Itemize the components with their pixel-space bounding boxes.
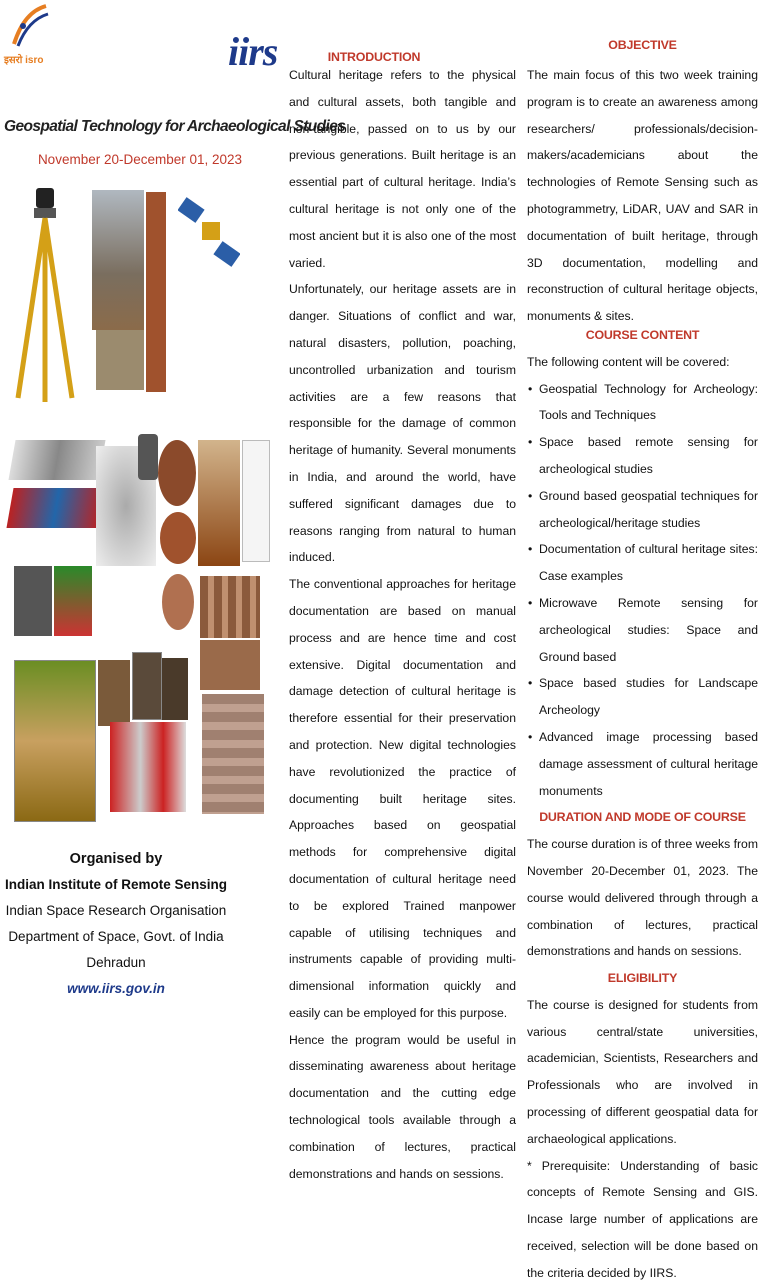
list-item: • Advanced image processing based damage assessment of cultural heritage monuments	[539, 724, 758, 804]
minaret-photo	[160, 512, 196, 564]
eligibility-heading: ELIGIBILITY	[607, 971, 678, 986]
intro-heading: INTRODUCTION	[327, 50, 421, 64]
duration-text: The course duration is of three weeks from November 20-December 01, 2023. The course would delivered through through a combination of lectures, practical demonstrations and hands on sessions.	[527, 837, 758, 959]
course-dates: November 20-December 01, 2023	[37, 152, 243, 167]
institute-name: Indian Institute of Remote Sensing	[4, 877, 227, 892]
column-panels	[200, 576, 260, 638]
prerequisite-text: * Prerequisite: Understanding of basic concepts of Remote Sensing and GIS. Incase large number of applications are received, selection will be done based on the criteria decided by IIRS.	[527, 1158, 758, 1280]
ruin-photo-1	[98, 660, 130, 726]
department-name: Department of Space, Govt. of India	[8, 929, 224, 944]
intro-section	[289, 62, 516, 1187]
list-item: • Ground based geospatial techniques for archeological/heritage studies	[539, 483, 758, 537]
intro-paragraph: Cultural heritage refers to the physical and cultural assets, both tangible and non-tangible, passed on to us by our previous generations. Built heritage is an essential part of cultural heritage. India’s cultural heritage is not only one of the most ancient but it is also one of the most varied.	[289, 68, 516, 270]
list-item: • Geospatial Technology for Archeology: Tools and Techniques	[539, 376, 758, 430]
website-link[interactable]: www.iirs.gov.in	[67, 981, 165, 996]
ruin-photo-2	[132, 652, 162, 720]
scanner-device	[138, 434, 158, 480]
sar-image	[14, 566, 52, 636]
point-cloud-grey	[8, 440, 105, 480]
ground-photo	[96, 330, 144, 390]
site-map	[14, 660, 96, 822]
course-content-intro: The following content will be covered:	[527, 354, 730, 369]
list-item: • Documentation of cultural heritage sites: Case examples	[539, 536, 758, 590]
iirs-logo: iirs	[228, 29, 278, 74]
duration-heading: DURATION AND MODE OF COURSE	[539, 810, 746, 825]
organised-by-label: Organised by	[69, 851, 163, 867]
intro-paragraph: Hence the program would be useful in disseminating awareness about heritage documentation and the cutting edge technological tools available through a combination of lectures, practical demonstrations and hands on sessions.	[289, 1032, 516, 1181]
damage-map	[110, 722, 186, 812]
course-content-list	[527, 376, 758, 805]
right-column	[527, 62, 758, 1287]
classified-map	[54, 566, 92, 636]
course-title: Geospatial Technology for Archaeological Studies	[4, 118, 346, 135]
organiser-block	[0, 846, 232, 1002]
monument-column-photo	[146, 192, 166, 392]
carving-photo	[202, 694, 264, 814]
field-photo	[92, 190, 144, 330]
objective-text: The main focus of this two week training program is to create an awareness among researchers/ professionals/decision-makers/academicians about the technologies of Remote Sensing such as photogrammetry, LiDAR, UAV and SAR in documentation of built heritage, through 3D documentation, modelling and reconstruction of cultural heritage objects, monuments & sites.	[527, 68, 758, 324]
course-content-heading: COURSE CONTENT	[585, 327, 700, 342]
intro-paragraph: The conventional approaches for heritage documentation are based on manual process and are hence time and cost extensive. Digital documentation and damage detection of cultural heritage is therefore essential for their preservation and protection. New digital technologies have revolutionized the practice of documenting built heritage sites. Approaches based on geospatial methods for comprehensive digital documentation of cultural heritage need to be explored Trained manpower capable of utilising techniques and instruments capable of providing multi-dimensional information quickly and easily can be employed for this purpose.	[289, 577, 516, 1020]
objective-heading: OBJECTIVE	[608, 38, 677, 52]
point-cloud-colored	[6, 488, 105, 528]
list-item: • Space based studies for Landscape Archeology	[539, 670, 758, 724]
temple-photo	[198, 440, 240, 566]
satellite-icon	[178, 194, 240, 274]
city-name: Dehradun	[86, 955, 146, 970]
temple-drawing	[242, 440, 270, 562]
column-panels-2	[200, 640, 260, 690]
isro-logo-text: इसरो isro	[4, 55, 44, 66]
organisation-name: Indian Space Research Organisation	[5, 903, 227, 918]
tripod-scanner-icon	[14, 186, 76, 406]
ruin-photo-3	[162, 658, 188, 720]
list-item: • Microwave Remote sensing for archeological studies: Space and Ground based	[539, 590, 758, 670]
intro-paragraph: Unfortunately, our heritage assets are in danger. Situations of conflict and war, natural disasters, pollution, poaching, uncontrolled urbanization and tourism activities are a few reasons that responsible for the damage of common heritage of humanity. Several monuments in India, and around the world, have suffered significant damages due to reasons ranging from natural to human induced.	[289, 282, 516, 565]
list-item: • Space based remote sensing for archeological studies	[539, 429, 758, 483]
sculpture-photo	[162, 574, 194, 630]
eligibility-text: The course is designed for students from various central/state universities, academician, Scientists, Researchers and Professionals who are involved in processing of different geospatial data for archaeological applications.	[527, 997, 758, 1146]
arch-photo	[158, 440, 196, 506]
